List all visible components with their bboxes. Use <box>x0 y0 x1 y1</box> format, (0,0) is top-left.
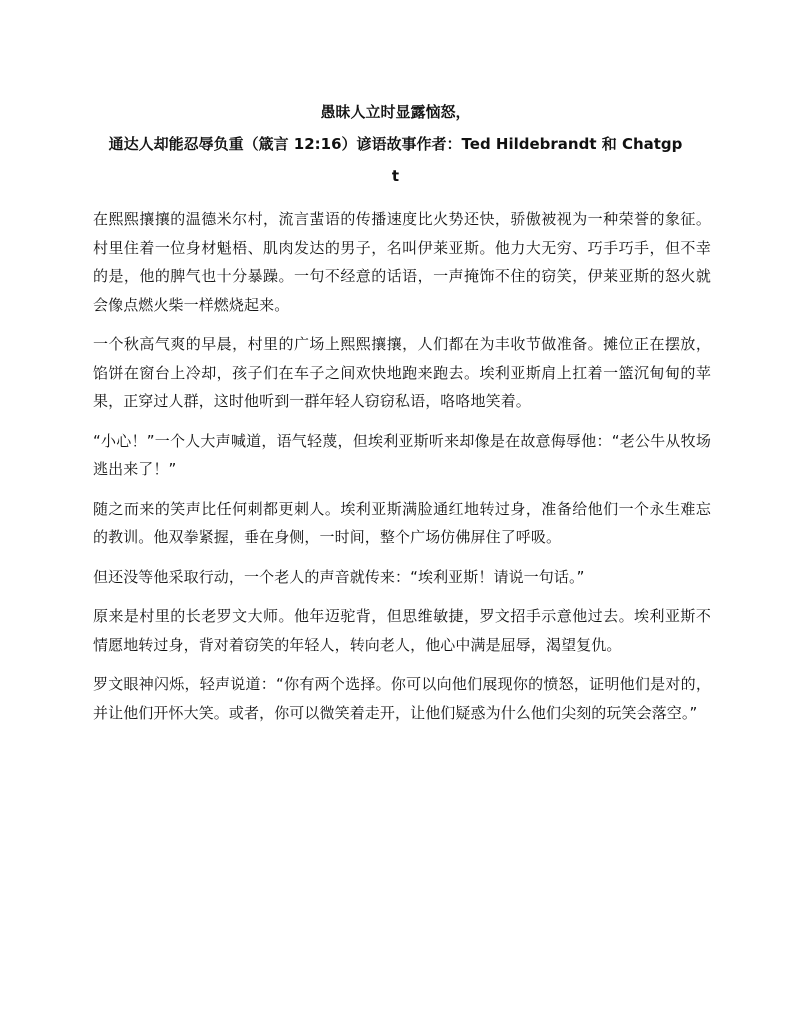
paragraph-3: “小心！”一个人大声喊道，语气轻蔑，但埃利亚斯听来却像是在故意侮辱他：“老公牛从牧场逃出来了！” <box>93 431 711 478</box>
document-title <box>60 96 731 192</box>
paragraph-6: 原来是村里的长老罗文大师。他年迈驼背，但思维敏捷，罗文招手示意他过去。埃利亚斯不情愿地转过身，背对着窃笑的年轻人，转向老人，他心中满是屈辱，渴望复仇。 <box>93 607 711 654</box>
title-line-2: 通达人却能忍辱负重（箴言 12:16）谚语故事作者：Ted Hildebrandt 和 Chatgp <box>108 135 683 153</box>
paragraph-2: 一个秋高气爽的早晨，村里的广场上熙熙攘攘，人们都在为丰收节做准备。摊位正在摆放，馅饼在窗台上冷却，孩子们在车子之间欢快地跑来跑去。埃利亚斯肩上扛着一篮沉甸甸的苹果，正穿过人群，这时他听到一群年轻人窃窃私语，咯咯地笑着。 <box>93 335 711 410</box>
paragraph-1: 在熙熙攘攘的温德米尔村，流言蜚语的传播速度比火势还快，骄傲被视为一种荣誉的象征。村里住着一位身材魁梧、肌肉发达的男子，名叫伊莱亚斯。他力大无穷、巧手巧手，但不幸的是，他的脾气也十分暴躁。一句不经意的话语，一声掩饰不住的窃笑，伊莱亚斯的怒火就会像点燃火柴一样燃烧起来。 <box>93 210 711 314</box>
title-line-3: t <box>391 167 400 185</box>
paragraph-5: 但还没等他采取行动，一个老人的声音就传来：“埃利亚斯！请说一句话。” <box>93 567 585 586</box>
paragraph-4: 随之而来的笑声比任何刺都更刺人。埃利亚斯满脸通红地转过身，准备给他们一个永生难忘的教训。他双拳紧握，垂在身侧，一时间，整个广场仿佛屏住了呼吸。 <box>93 499 711 546</box>
title-line-1: 愚昧人立时显露恼怒， <box>320 103 471 121</box>
paragraph-7: 罗文眼神闪烁，轻声说道：“你有两个选择。你可以向他们展现你的愤怒，证明他们是对的，并让他们开怀大笑。或者，你可以微笑着走开，让他们疑惑为什么他们尖刻的玩笑会落空。” <box>93 675 711 722</box>
document-body <box>93 205 711 738</box>
